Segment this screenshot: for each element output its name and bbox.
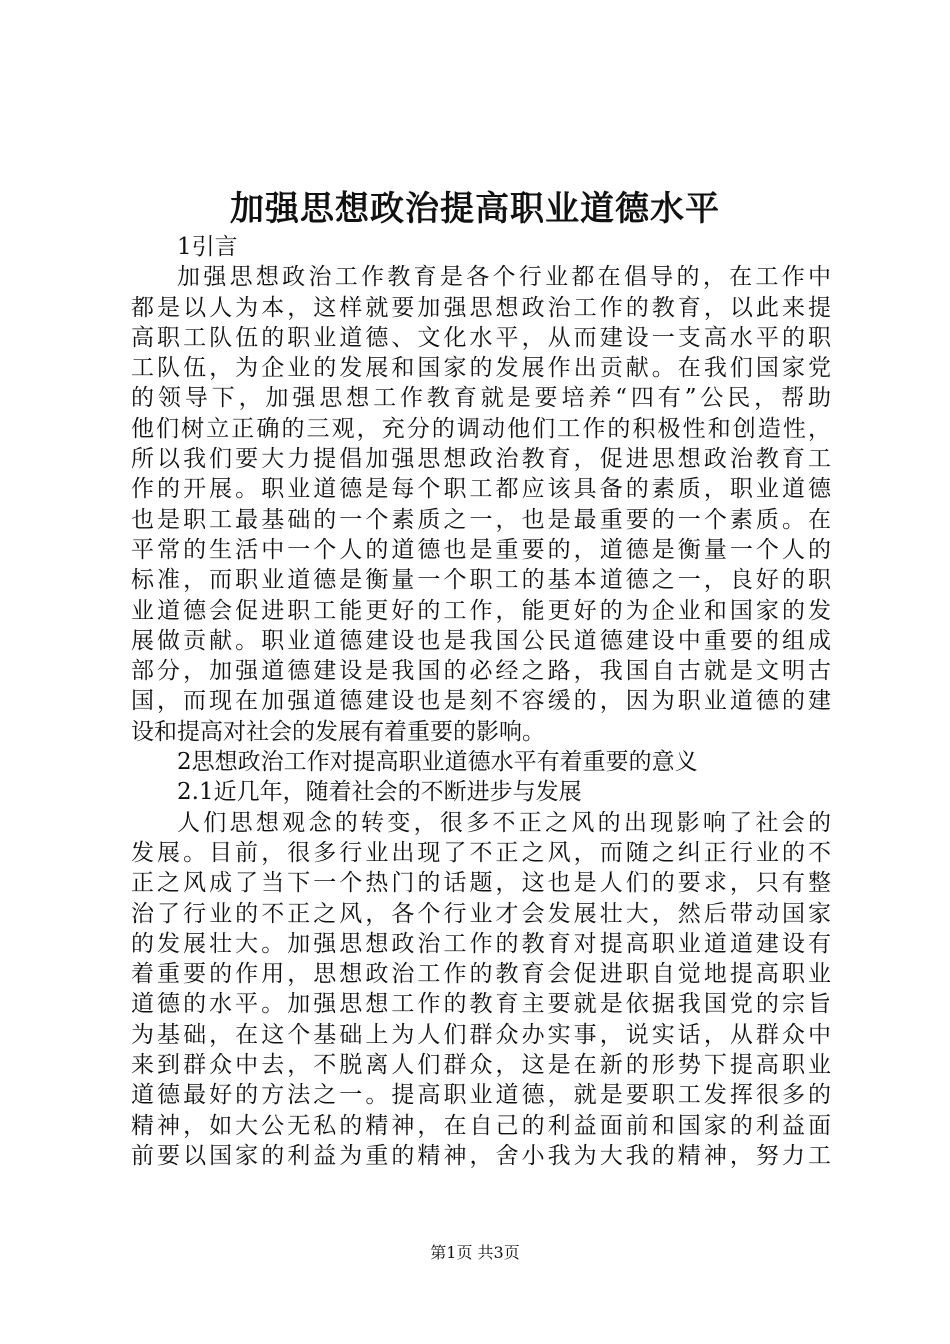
paragraph-line: 所以我们要大力提倡加强思想政治教育，促进思想政治教育工 xyxy=(131,446,831,473)
paragraph-line: 前要以国家的利益为重的精神，舍小我为大我的精神，努力工 xyxy=(131,1142,831,1169)
paragraph-line: 人们思想观念的转变，很多不正之风的出现影响了社会的 xyxy=(177,809,831,836)
paragraph-line: 业道德会促进职工能更好的工作，能更好的为企业和国家的发 xyxy=(131,597,831,624)
document-body xyxy=(131,232,831,1171)
paragraph-line: 道德最好的方法之一。提高职业道德，就是要职工发挥很多的 xyxy=(131,1082,831,1109)
paragraph-line: 道德的水平。加强思想工作的教育主要就是依据我国党的宗旨 xyxy=(131,991,831,1018)
paragraph-line: 部分，加强道德建设是我国的必经之路，我国自古就是文明古 xyxy=(131,658,831,685)
paragraph-line: 为基础，在这个基础上为人们群众办实事，说实话，从群众中 xyxy=(131,1021,831,1048)
paragraph-line: 作的开展。职业道德是每个职工都应该具备的素质，职业道德 xyxy=(131,476,831,503)
paragraph-line: 正之风成了当下一个热门的话题，这也是人们的要求，只有整 xyxy=(131,870,831,897)
paragraph-line: 都是以人为本，这样就要加强思想政治工作的教育，以此来提 xyxy=(131,294,831,321)
paragraph-line: 展做贡献。职业道德建设也是我国公民道德建设中重要的组成 xyxy=(131,627,831,654)
page-footer: 第1页 共3页 xyxy=(430,1243,520,1262)
paragraph-line: 精神，如大公无私的精神，在自己的利益面前和国家的利益面 xyxy=(131,1112,831,1139)
section-heading: 2.1近几年，随着社会的不断进步与发展 xyxy=(177,779,582,806)
paragraph-line: 他们树立正确的三观，充分的调动他们工作的积极性和创造性， xyxy=(131,415,831,442)
paragraph-line: 也是职工最基础的一个素质之一，也是最重要的一个素质。在 xyxy=(131,506,831,533)
paragraph-line: 的发展壮大。加强思想政治工作的教育对提高职业道道建设有 xyxy=(131,930,831,957)
paragraph-line: 国，而现在加强道德建设也是刻不容缓的，因为职业道德的建 xyxy=(131,688,831,715)
paragraph-line: 高职工队伍的职业道德、文化水平，从而建设一支高水平的职 xyxy=(131,324,831,351)
paragraph-line: 发展。目前，很多行业出现了不正之风，而随之纠正行业的不 xyxy=(131,839,831,866)
paragraph-line: 着重要的作用，思想政治工作的教育会促进职自觉地提高职业 xyxy=(131,961,831,988)
document-title: 加强思想政治提高职业道德水平 xyxy=(230,189,720,229)
paragraph-line: 加强思想政治工作教育是各个行业都在倡导的，在工作中 xyxy=(177,264,831,291)
paragraph-line: 来到群众中去，不脱离人们群众，这是在新的形势下提高职业 xyxy=(131,1052,831,1079)
paragraph-line: 的领导下，加强思想工作教育就是要培养“四有”公民，帮助 xyxy=(131,385,831,412)
paragraph-line: 设和提高对社会的发展有着重要的影响。 xyxy=(131,718,545,745)
paragraph-line: 平常的生活中一个人的道德也是重要的，道德是衡量一个人的 xyxy=(131,536,831,563)
section-heading: 2思想政治工作对提高职业道德水平有着重要的意义 xyxy=(177,749,698,776)
section-heading: 1引言 xyxy=(177,234,238,260)
paragraph-line: 标准，而职业道德是衡量一个职工的基本道德之一，良好的职 xyxy=(131,567,831,594)
paragraph-line: 治了行业的不正之风，各个行业才会发展壮大，然后带动国家 xyxy=(131,900,831,927)
paragraph-line: 工队伍，为企业的发展和国家的发展作出贡献。在我们国家党 xyxy=(131,355,831,382)
